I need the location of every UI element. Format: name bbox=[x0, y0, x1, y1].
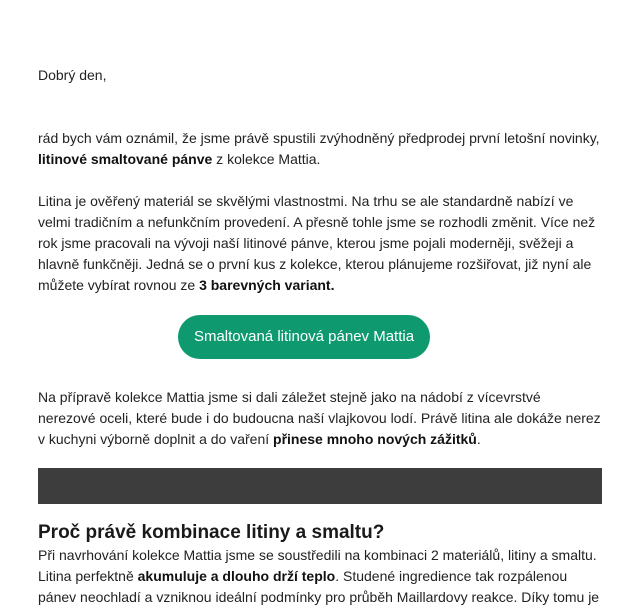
product-cta-button[interactable]: Smaltovaná litinová pánev Mattia bbox=[178, 315, 430, 359]
intro-text-1: rád bych vám oznámil, že jsme právě spustili zvýhodněný předprodej první letošní novinky, bbox=[38, 130, 600, 146]
section-heading: Proč právě kombinace litiny a smaltu? bbox=[38, 522, 385, 543]
intro-bold-product: litinové smaltované pánve bbox=[38, 151, 213, 167]
collection-paragraph bbox=[38, 387, 602, 450]
collection-text-1: Na přípravě kolekce Mattia jsme si dali záležet stejně jako na nádobí z vícevrstvé nerezové oceli, které bude i do budoucna naší vlajkovou lodí. Právě litina ale dokáže nerez v kuchyni výborně doplnit a do vaření bbox=[38, 389, 601, 447]
material-bold-variants: 3 barevných variant. bbox=[199, 277, 335, 293]
collection-text-2: . bbox=[476, 431, 481, 447]
combination-text-2: . Studené ingredience tak rozpálenou pánev neochladí a vzniknou ideální podmínky pro průběh Maillardovy reakce. Díky tomu je bbox=[38, 568, 600, 605]
combination-text-1: Při navrhování kolekce Mattia jsme se soustředili na kombinaci 2 materiálů, litiny a smaltu. Litina perfektně bbox=[38, 547, 597, 584]
intro-text-2: z kolekce Mattia. bbox=[212, 151, 321, 167]
divider-image-bar bbox=[38, 468, 602, 504]
combination-bold-heat: akumuluje a dlouho drží teplo bbox=[137, 568, 336, 584]
greeting-text: Dobrý den, bbox=[38, 67, 107, 83]
collection-bold-experiences: přinese mnoho nových zážitků bbox=[273, 431, 477, 447]
cta-container bbox=[38, 315, 602, 359]
material-paragraph bbox=[38, 191, 602, 296]
intro-paragraph bbox=[38, 128, 602, 170]
material-text-1: Litina je ověřený materiál se skvělými vlastnostmi. Na trhu se ale standardně nabízí ve velmi tradičním a nefunkčním provedení. A přesně tohle jsme se rozhodli změnit. Více než rok jsme pracovali na vývoji naší litinové pánve, kterou jsme pojali moderněji, svěžeji a hlavně funkčněji. Jedná se o první kus z kolekce, kterou plánujeme rozšiřovat, již nyní ale můžete vybírat rovnou ze bbox=[38, 193, 596, 293]
combination-paragraph bbox=[38, 545, 602, 608]
